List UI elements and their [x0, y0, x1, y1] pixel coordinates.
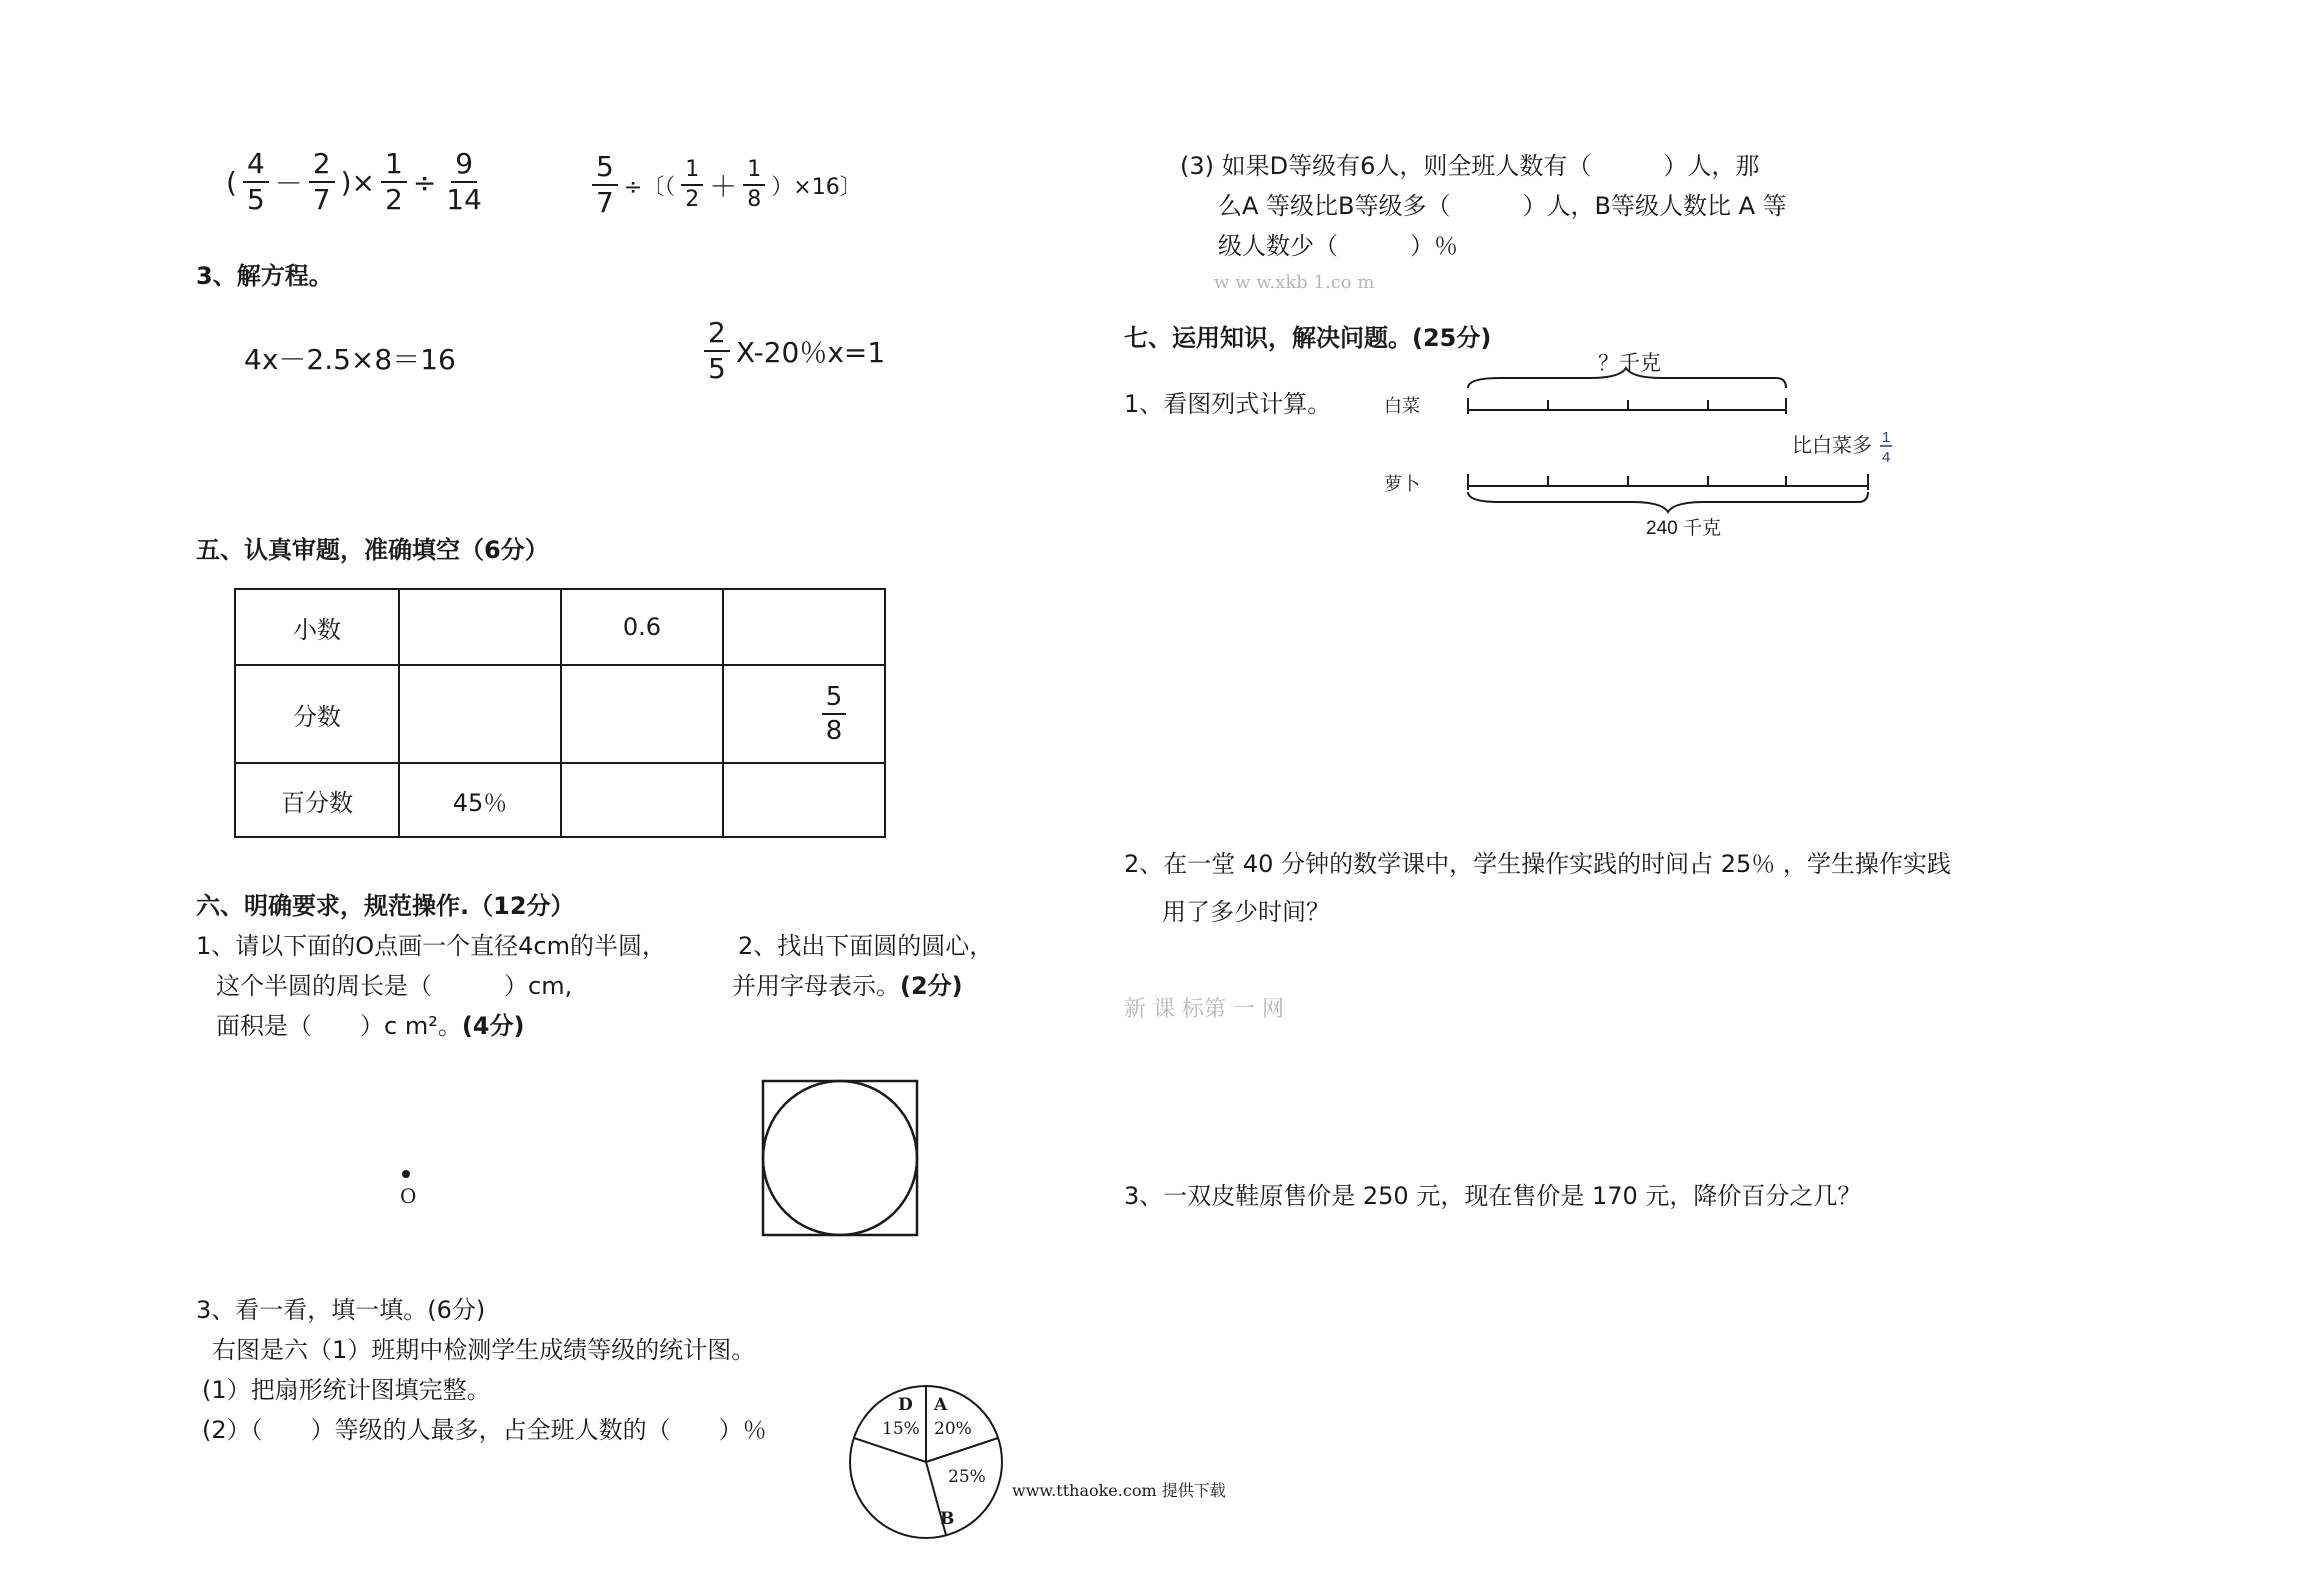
pie-percent-b: 25%: [948, 1467, 986, 1487]
segment-diagram: [1370, 340, 1910, 540]
more-frac-n: 1: [1882, 429, 1891, 446]
table-cell: [561, 665, 723, 763]
table-cell: 0.6: [561, 589, 723, 665]
grade-pie-chart: [846, 1382, 1006, 1542]
watermark-tthaoke: www.tthaoke.com 提供下载: [1012, 1481, 1226, 1500]
table-cell: [723, 763, 885, 837]
fraction: $\frac{9}{14}$: [446, 147, 482, 216]
q3-title: 3、解方程。: [196, 262, 333, 290]
conversion-table: [234, 588, 886, 838]
pie-label-a: A: [934, 1395, 948, 1415]
equation-rest: X-20％x=1: [735, 336, 886, 369]
cabbage-label: 白菜: [1384, 396, 1420, 416]
q3-line2: 么A 等级比B等级多（ ）人，B等级人数比 A 等: [1218, 192, 1787, 220]
expression-2: [592, 150, 862, 217]
q7-2-line1: 2、在一堂 40 分钟的数学课中，学生操作实践的时间占 25％ ，学生操作实践: [1124, 850, 1951, 878]
more-frac-d: 4: [1882, 449, 1891, 466]
table-cell: 45％: [399, 763, 561, 837]
q7-3: 3、一双皮鞋原售价是 250 元，现在售价是 170 元，降价百分之几？: [1124, 1182, 1862, 1210]
pie-divider: [854, 1438, 926, 1462]
watermark-xinkebiao: 新 课 标第 一 网: [1124, 997, 1284, 1022]
table-cell: [723, 665, 885, 763]
pie-percent-a: 20%: [934, 1419, 972, 1439]
section-6-title: 六、明确要求，规范操作.（12分）: [196, 892, 575, 920]
row-label: 百分数: [235, 763, 399, 837]
table-cell: [723, 589, 885, 665]
minus-sign: －: [274, 167, 303, 200]
equation-1: 4x－2.5×8＝16: [244, 343, 456, 376]
bottom-brace: [1468, 492, 1868, 512]
close-times: )×: [340, 165, 375, 199]
pie-label-d: D: [898, 1395, 913, 1415]
paren-open: (: [226, 165, 237, 199]
row-label: 分数: [235, 665, 399, 763]
q3-line3: 级人数少（ ）％: [1218, 232, 1458, 260]
q6-1-line2: 这个半圆的周长是（ ）cm,: [216, 972, 573, 1000]
square-circle-figure: [760, 1078, 920, 1238]
pie-label-b: B: [940, 1509, 955, 1529]
unknown-label: ？千克: [1598, 352, 1661, 375]
fraction: $\frac{4}{5}$: [243, 150, 269, 214]
table-row: [235, 665, 885, 763]
more-than-label: 比白菜多: [1792, 435, 1872, 457]
radish-label: 萝卜: [1384, 474, 1420, 494]
fraction: $\frac{2}{7}$: [309, 150, 335, 214]
q6-3-line3: (2）（ ）等级的人最多，占全班人数的（ ）％: [202, 1416, 767, 1444]
table-row: [235, 763, 885, 837]
section-7-title: 七、运用知识，解决问题。(25分): [1124, 324, 1492, 352]
pie-divider: [926, 1438, 998, 1462]
fraction: $\frac{1}{8}$: [743, 159, 765, 211]
fraction: $\frac{1}{2}$: [381, 150, 407, 214]
plus-sign: ＋: [709, 170, 738, 203]
divide-bracket: ÷〔（: [623, 174, 676, 200]
q7-1: 1、看图列式计算。: [1124, 390, 1332, 418]
table-row: [235, 589, 885, 665]
q6-3-line2: (1）把扇形统计图填完整。: [202, 1376, 491, 1404]
fraction: $\frac{5}{8}$: [822, 684, 847, 744]
q6-3-line1: 右图是六（1）班期中检测学生成绩等级的统计图。: [212, 1336, 756, 1364]
point-o-dot: [402, 1170, 410, 1178]
watermark-xkb1: w w w.xkb 1.co m: [1214, 272, 1375, 293]
total-label: 240 千克: [1646, 518, 1721, 539]
expression-1: [226, 147, 486, 216]
point-o-label: O: [400, 1184, 417, 1208]
q6-2-line2: 并用字母表示。(2分): [732, 972, 963, 1000]
q6-1-line3: 面积是（ ）c m²。(4分): [216, 1012, 525, 1040]
pie-percent-d: 15%: [882, 1419, 920, 1439]
q6-1-line1: 1、请以下面的O点画一个直径4cm的半圆，: [196, 932, 667, 960]
q6-3-title: 3、看一看，填一填。(6分): [196, 1296, 486, 1324]
table-cell: [399, 589, 561, 665]
q7-2-line2: 用了多少时间？: [1162, 898, 1330, 926]
q3-line1: (3) 如果D等级有6人，则全班人数有（ ）人，那: [1180, 152, 1760, 180]
table-cell: [399, 665, 561, 763]
fraction: $\frac{1}{2}$: [681, 159, 703, 211]
section-5-title: 五、认真审题，准确填空（6分）: [196, 536, 549, 564]
equation-2: [704, 316, 885, 383]
row-label: 小数: [235, 589, 399, 665]
fraction: $\frac{2}{5}$: [704, 319, 730, 383]
close-bracket: ）×16〕: [771, 174, 862, 200]
table-cell: [561, 763, 723, 837]
q6-2-line1: 2、找出下面圆的圆心，: [738, 932, 994, 960]
fraction: $\frac{5}{7}$: [592, 153, 618, 217]
divide-sign: ÷: [412, 165, 437, 199]
